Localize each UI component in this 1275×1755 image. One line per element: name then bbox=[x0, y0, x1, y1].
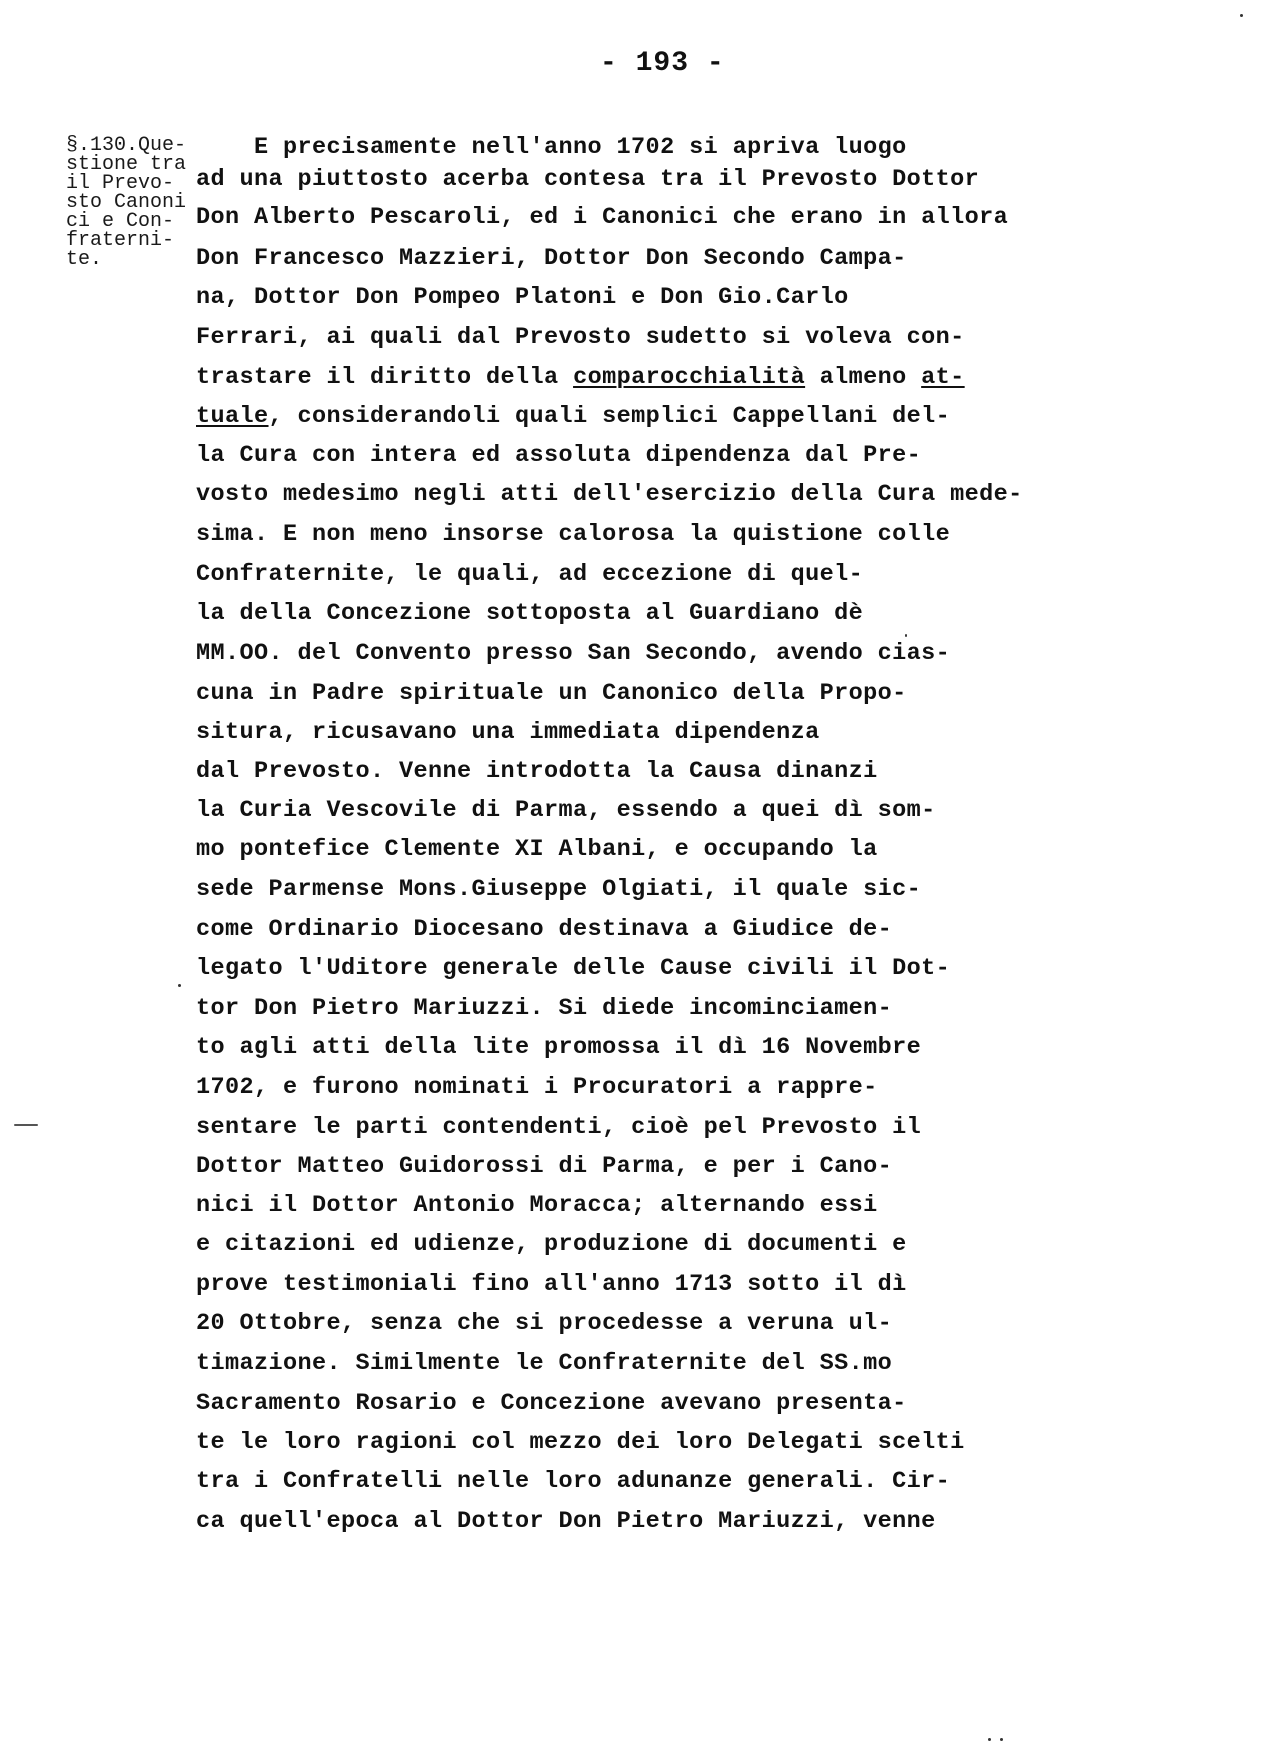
body-line: timazione. Similmente le Confraternite del SS.mo bbox=[196, 1350, 893, 1377]
body-line: Ferrari, ai quali dal Prevosto sudetto si voleva con- bbox=[196, 324, 965, 351]
body-line: te le loro ragioni col mezzo dei loro Delegati scelti bbox=[196, 1429, 965, 1456]
body-line: cuna in Padre spirituale un Canonico della Propo- bbox=[196, 680, 907, 707]
body-line-segment: almeno bbox=[805, 364, 922, 391]
margin-note-line: sto Canoni bbox=[66, 191, 187, 214]
underlined-term: tuale bbox=[196, 403, 269, 430]
scan-speck bbox=[988, 1738, 991, 1741]
margin-note-line: fraterni- bbox=[66, 229, 175, 252]
body-line-segment: trastare il diritto della bbox=[196, 364, 574, 391]
body-line: Sacramento Rosario e Concezione avevano presenta- bbox=[196, 1390, 907, 1417]
body-line: legato l'Uditore generale delle Cause civili il Dot- bbox=[196, 955, 951, 982]
body-line: ca quell'epoca al Dottor Don Pietro Mariuzzi, venne bbox=[196, 1508, 936, 1535]
underlined-term: at- bbox=[921, 364, 965, 391]
body-line: situra, ricusavano una immediata dipendenza bbox=[196, 719, 820, 746]
body-line: ad una piuttosto acerba contesa tra il Prevosto Dottor bbox=[196, 166, 980, 193]
body-line bbox=[196, 403, 950, 430]
body-line: Confraternite, le quali, ad eccezione di quel- bbox=[196, 561, 864, 588]
scan-speck bbox=[178, 984, 181, 987]
body-line: E precisamente nell'anno 1702 si apriva luogo bbox=[254, 134, 907, 161]
body-line: la della Concezione sottoposta al Guardiano dè bbox=[196, 600, 864, 627]
margin-note-line: ci e Con- bbox=[66, 210, 175, 233]
body-line: prove testimoniali fino all'anno 1713 sotto il dì bbox=[196, 1271, 907, 1298]
body-line: come Ordinario Diocesano destinava a Giudice de- bbox=[196, 916, 893, 943]
margin-note-line: te. bbox=[66, 248, 103, 271]
body-line: nici il Dottor Antonio Moracca; alternando essi bbox=[196, 1192, 878, 1219]
body-line: la Curia Vescovile di Parma, essendo a quei dì som- bbox=[196, 797, 936, 824]
body-line: la Cura con intera ed assoluta dipendenza dal Pre- bbox=[196, 442, 922, 469]
margin-note-line: stione tra bbox=[66, 153, 187, 176]
body-line: Don Francesco Mazzieri, Dottor Don Secondo Campa- bbox=[196, 245, 907, 272]
body-line: tor Don Pietro Mariuzzi. Si diede incominciamen- bbox=[196, 995, 893, 1022]
body-line: Dottor Matteo Guidorossi di Parma, e per i Cano- bbox=[196, 1153, 893, 1180]
underlined-term: comparocchialità bbox=[573, 364, 806, 391]
body-line-segment: , considerandoli quali semplici Cappellani del- bbox=[268, 403, 951, 430]
body-line: na, Dottor Don Pompeo Platoni e Don Gio.Carlo bbox=[196, 284, 849, 311]
body-line: to agli atti della lite promossa il dì 16 Novembre bbox=[196, 1034, 922, 1061]
scan-speck bbox=[1240, 14, 1243, 17]
scan-speck bbox=[1000, 1738, 1003, 1741]
body-line: sede Parmense Mons.Giuseppe Olgiati, il quale sic- bbox=[196, 876, 922, 903]
body-line: e citazioni ed udienze, produzione di documenti e bbox=[196, 1231, 907, 1258]
body-line: 1702, e furono nominati i Procuratori a rappre- bbox=[196, 1074, 878, 1101]
body-line: tra i Confratelli nelle loro adunanze generali. Cir- bbox=[196, 1468, 951, 1495]
body-line: sima. E non meno insorse calorosa la quistione colle bbox=[196, 521, 951, 548]
margin-note-line: il Prevo- bbox=[66, 172, 175, 195]
scan-mark bbox=[14, 1124, 38, 1126]
margin-note-line: §.130.Que- bbox=[66, 134, 187, 157]
body-line: dal Prevosto. Venne introdotta la Causa dinanzi bbox=[196, 758, 878, 785]
body-line bbox=[196, 364, 965, 391]
scan-speck bbox=[905, 634, 907, 637]
body-line: mo pontefice Clemente XI Albani, e occupando la bbox=[196, 836, 878, 863]
page-number: - 193 - bbox=[600, 48, 725, 79]
body-line: sentare le parti contendenti, cioè pel Prevosto il bbox=[196, 1114, 922, 1141]
body-line: MM.OO. del Convento presso San Secondo, avendo cias- bbox=[196, 640, 951, 667]
body-line: Don Alberto Pescaroli, ed i Canonici che erano in allora bbox=[196, 204, 1009, 231]
body-line: 20 Ottobre, senza che si procedesse a veruna ul- bbox=[196, 1310, 893, 1337]
body-line: vosto medesimo negli atti dell'esercizio della Cura mede- bbox=[196, 481, 1023, 508]
